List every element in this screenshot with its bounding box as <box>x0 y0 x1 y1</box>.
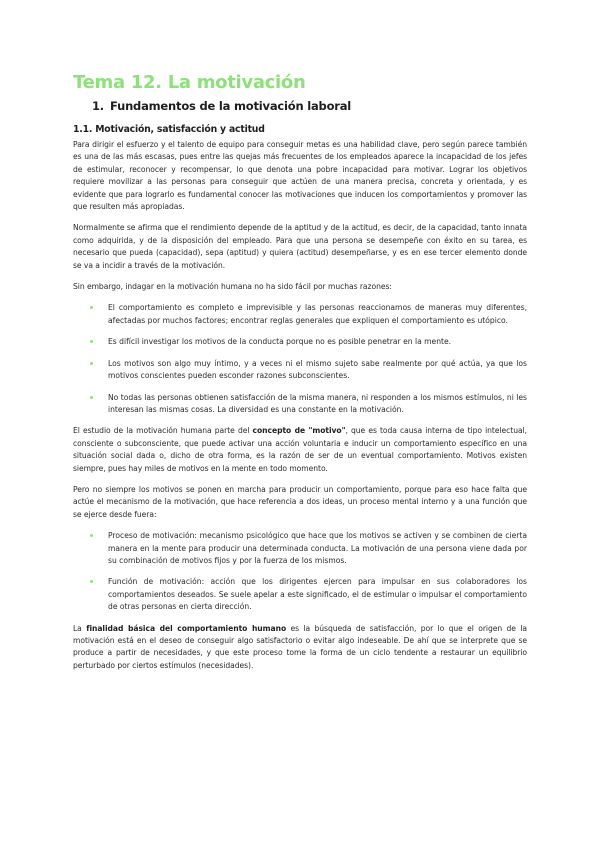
bold-term: finalidad básica del comportamiento humano <box>86 623 287 633</box>
list-item: Es difícil investigar los motivos de la conducta porque no es posible penetrar en la mente. <box>108 336 527 348</box>
section-number: 1. <box>92 99 104 113</box>
document-body <box>73 139 527 681</box>
subsection-heading: 1.1. Motivación, satisfacción y actitud <box>73 124 265 135</box>
list-item: Función de motivación: acción que los dirigentes ejercen para impulsar en sus colaboradores los comportamientos deseados. Se suele apelar a este significado, el de estimular o impulsar el comportamiento de otras personas en cierta dirección. <box>108 576 527 613</box>
section-title: Fundamentos de la motivación laboral <box>110 99 352 113</box>
bullet-icon <box>90 534 93 537</box>
bullet-icon <box>90 580 93 583</box>
list-item: Los motivos son algo muy íntimo, y a veces ni el mismo sujeto sabe realmente por qué actúa, ya que los motivos conscientes pueden esconder razones subconscientes. <box>108 358 527 383</box>
paragraph: Para dirigir el esfuerzo y el talento de equipo para conseguir metas es una habilidad clave, pero según parece también es una de las más escasas, pues entre las quejas más frecuentes de los empleados aparece la incapacidad de los jefes de estimular, reconocer y recompensar, lo que denota una pobre incapacidad para motivar. Lograr los objetivos requiere movilizar a las personas para conseguir que actúen de una manera precisa, concreta y orientada, y es evidente que para lograrlo es fundamental conocer las motivaciones que inducen los comportamientos y promover las que resulten más apropiadas. <box>73 140 527 212</box>
section-heading <box>92 99 351 113</box>
paragraph: El estudio de la motivación humana parte del concepto de "motivo", que es toda causa interna de tipo intelectual, consciente o subconsciente, que puede activar una acción voluntaria e inducir un comportamiento específico en una situación social dada o, dicho de otra forma, es la razón de ser de un eventual comportamiento. Motivos existen siempre, pues hay miles de motivos en la mente en todo momento. <box>73 426 527 473</box>
paragraph: Sin embargo, indagar en la motivación humana no ha sido fácil por muchas razones: <box>73 282 392 292</box>
page-title: Tema 12. La motivación <box>73 72 306 93</box>
bullet-list <box>73 302 527 416</box>
bullet-icon <box>90 306 93 309</box>
bold-term: concepto de "motivo" <box>252 426 346 436</box>
bullet-icon <box>90 340 93 343</box>
paragraph: La finalidad básica del comportamiento humano es la búsqueda de satisfacción, por lo que el origen de la motivación está en el deseo de conseguir algo satisfactorio o evitar algo indeseable. De ahí que se interprete que se produce a partir de necesidades, y que este proceso tome la forma de un ciclo tendente a restaurar un equilibrio perturbado por ciertos estímulos (necesidades). <box>73 623 527 670</box>
paragraph: Normalmente se afirma que el rendimiento depende de la aptitud y de la actitud, es decir, de la capacidad, tanto innata como adquirida, y de la disposición del empleado. Para que una persona se desempeñe con éxito en su tarea, es necesario que pueda (capacidad), sepa (aptitud) y quiera (actitud) desempeñarse, y es en ese tercer elemento donde se va a incidir a través de la motivación. <box>73 223 527 270</box>
list-item: No todas las personas obtienen satisfacción de la misma manera, ni responden a los mismos estímulos, ni les interesan las mismas cosas. La diversidad es una constante en la motivación. <box>108 392 527 417</box>
bullet-list <box>73 530 527 613</box>
paragraph: Pero no siempre los motivos se ponen en marcha para producir un comportamiento, porque para eso hace falta que actúe el mecanismo de la motivación, que hace referencia a dos ideas, un proceso mental interno y a una función que se ejerce desde fuera: <box>73 484 527 519</box>
bullet-icon <box>90 396 93 399</box>
list-item: Proceso de motivación: mecanismo psicológico que hace que los motivos se activen y se combinen de cierta manera en la mente para producir una determinada conducta. La motivación de una persona viene dada por su combinación de motivos fijos y por la fuerza de los mismos. <box>108 530 527 567</box>
bullet-icon <box>90 362 93 365</box>
list-item: El comportamiento es completo e imprevisible y las personas reaccionamos de maneras muy diferentes, afectadas por muchos factores; encontrar reglas generales que expliquen el comportamiento es utópico. <box>108 302 527 327</box>
